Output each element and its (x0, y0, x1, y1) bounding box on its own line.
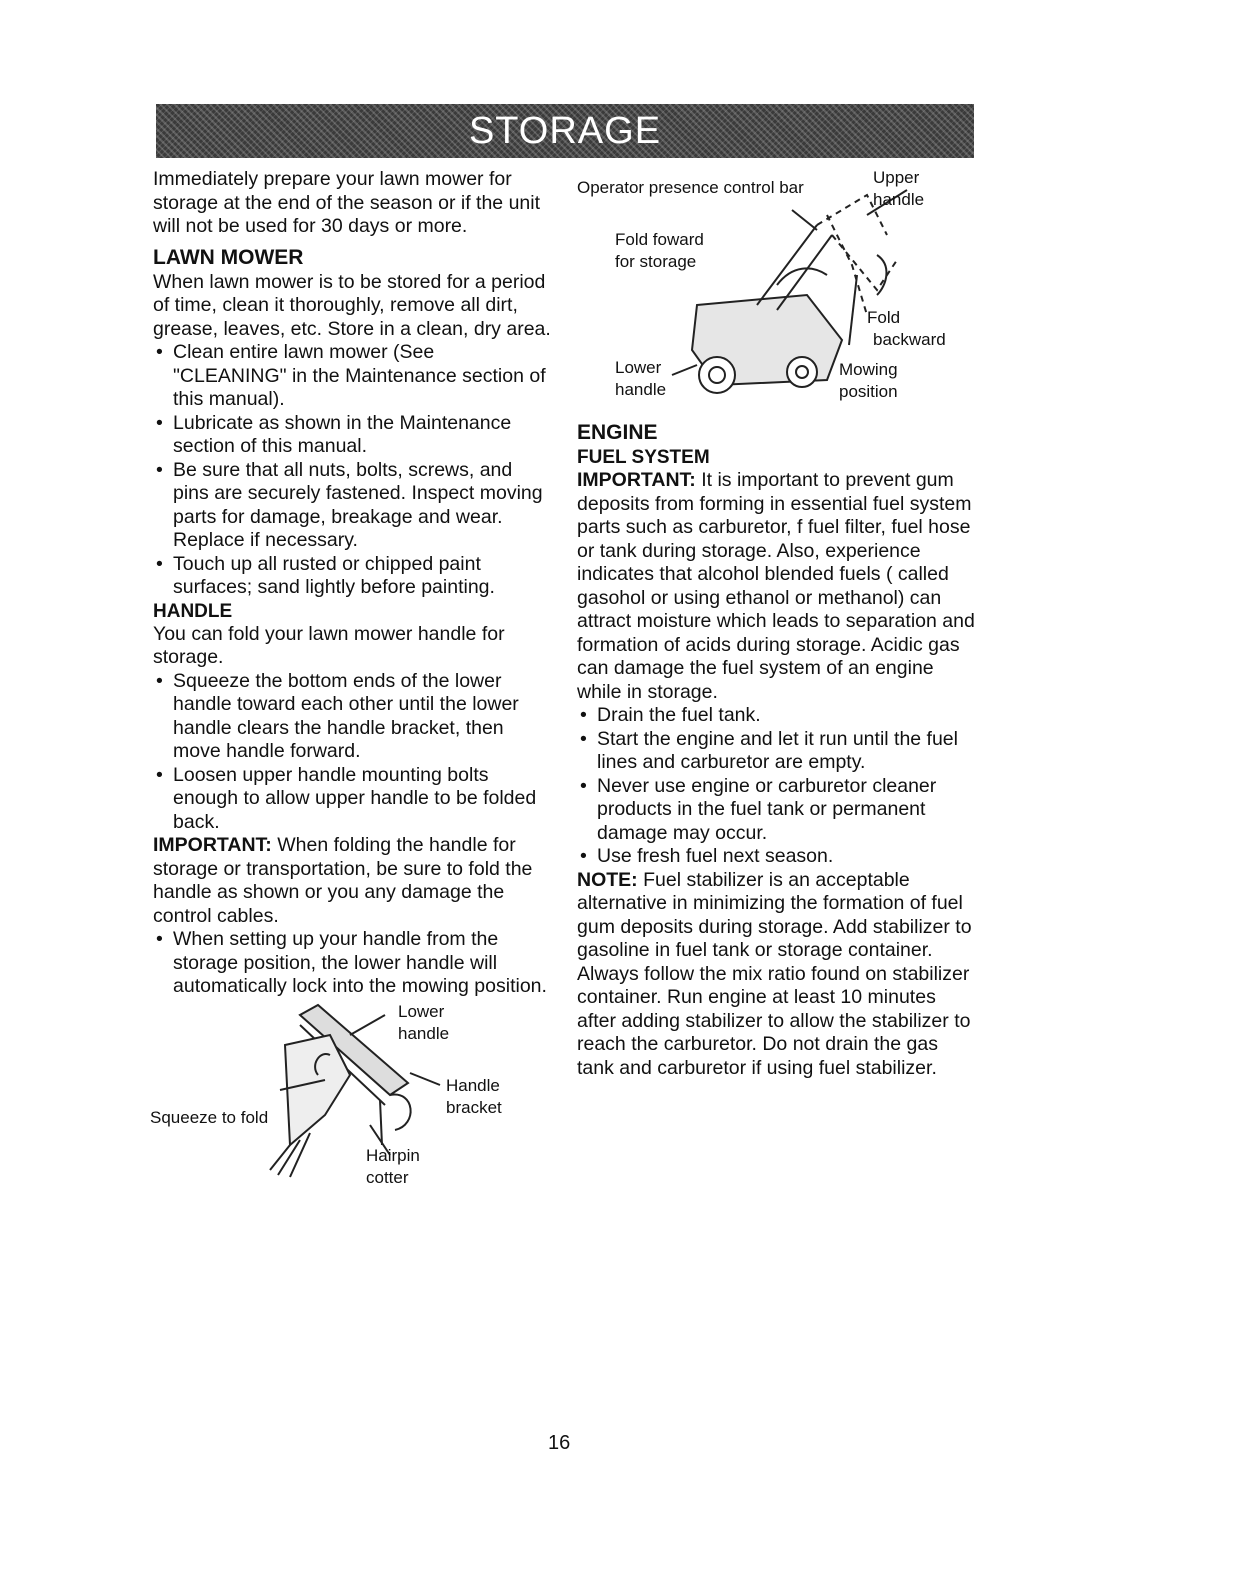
handle-heading: HANDLE (153, 600, 233, 622)
list-item: • Squeeze the bottom ends of the lower handle toward each other until the lower handle clears the handle bracket, then move handle forward. (153, 670, 553, 764)
lawn-mower-list (153, 341, 553, 600)
note-text: Fuel stabilizer is an acceptable alternative in minimizing the formation of fuel gum deposits during storage. Add stabilizer to gasoline in fuel tank or storage container. Always follow the mix ratio found on stabilizer container. Run engine at least 10 minutes after adding stabilizer to allow the stabilizer to reach the carburetor. Do not drain the gas tank and carburetor if using fuel stabilizer. (577, 868, 972, 1079)
note-label: NOTE: (577, 868, 638, 891)
lower-handle-label-2: Lower handle (615, 358, 667, 399)
page-number: 16 (548, 1432, 571, 1454)
mowing-position-label: Mowing position (839, 360, 898, 401)
fold-backward-label: Fold backward (867, 308, 946, 349)
intro-paragraph: Immediately prepare your lawn mower for storage at the end of the season or if the unit will not be used for 30 days or more. (153, 168, 541, 237)
section-banner (156, 104, 974, 158)
list-item: • Drain the fuel tank. (577, 704, 977, 728)
handle-list (153, 670, 553, 835)
lower-handle-label: Lower handle (398, 1002, 450, 1043)
fold-forward-label: Fold foward for storage (615, 230, 704, 271)
list-item: • When setting up your handle from the storage position, the lower handle will automatically lock into the mowing position. (153, 928, 553, 999)
lawn-mower-text: When lawn mower is to be stored for a period of time, clean it thoroughly, remove all dirt, grease, leaves, etc. Store in a clean, dry area. (153, 270, 551, 340)
left-column (153, 168, 553, 999)
list-item: • Start the engine and let it run until the fuel lines and carburetor are empty. (577, 728, 977, 775)
list-item: • Loosen upper handle mounting bolts enough to allow upper handle to be folded back. (153, 764, 553, 835)
engine-important (577, 469, 977, 704)
handle-list-2 (153, 928, 553, 999)
handle-important (153, 834, 553, 928)
important-text: It is important to prevent gum deposits from forming in essential fuel system parts such as carburetor, f fuel filter, fuel hose or tank during storage. Also, experience indicates that alcohol blended fuels ( called gasohol or using ethanol or methanol) can attract moisture which leads to separation and formation of acids during storage. Acidic gas can damage the fuel system of an engine while in storage. (577, 469, 975, 703)
section-title: STORAGE (468, 109, 662, 152)
list-item: • Be sure that all nuts, bolts, screws, and pins are securely fastened. Inspect moving parts for damage, breakage and wear. Replace if necessary. (153, 459, 553, 553)
important-text: When folding the handle for storage or transportation, be sure to fold the handle as shown or you any damage the control cables. (153, 834, 533, 927)
important-label: IMPORTANT: (153, 834, 272, 856)
list-item: • Lubricate as shown in the Maintenance section of this manual. (153, 412, 553, 459)
important-label: IMPORTANT: (577, 469, 696, 491)
fuel-system-heading: FUEL SYSTEM (577, 447, 710, 468)
engine-list (577, 704, 977, 869)
list-item: • Use fresh fuel next season. (577, 845, 977, 869)
lawn-mower-heading: LAWN MOWER (153, 245, 304, 269)
mower-storage-figure (577, 165, 977, 410)
list-item: • Clean entire lawn mower (See "CLEANING" in the Maintenance section of this manual). (153, 341, 553, 412)
list-item: • Touch up all rusted or chipped paint surfaces; sand lightly before painting. (153, 553, 553, 600)
handle-fold-figure (150, 995, 530, 1195)
handle-bracket-label: Handle bracket (446, 1076, 502, 1117)
upper-handle-label: Upper handle (873, 168, 925, 209)
operator-bar-label: Operator presence control bar (577, 178, 804, 197)
squeeze-label: Squeeze to fold (150, 1108, 269, 1127)
engine-note (577, 869, 977, 1081)
right-column (577, 420, 977, 1080)
hairpin-cotter-label: Hairpin cotter (366, 1146, 420, 1187)
handle-text: You can fold your lawn mower handle for storage. (153, 622, 505, 668)
list-item: • Never use engine or carburetor cleaner products in the fuel tank or permanent damage may occur. (577, 775, 977, 846)
engine-heading: ENGINE (577, 421, 658, 444)
